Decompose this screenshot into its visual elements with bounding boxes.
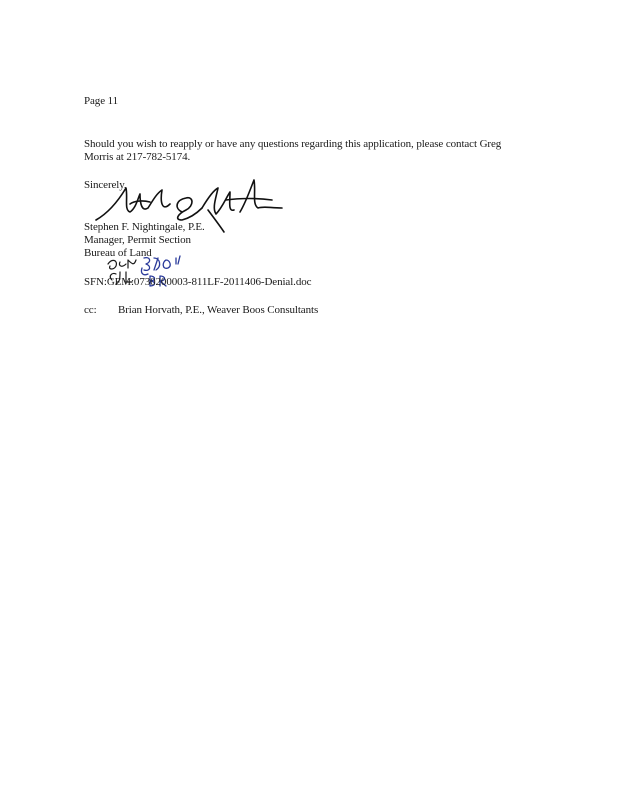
signer-name: Stephen F. Nightingale, P.E. xyxy=(84,221,205,233)
body-line-2: Morris at 217-782-5174. xyxy=(84,151,191,163)
cc-line xyxy=(84,304,318,317)
cc-label: cc: xyxy=(84,304,97,316)
signer-title: Manager, Permit Section xyxy=(84,234,191,246)
file-reference: SFN:GEM:0730200003-811LF-2011406-Denial.doc xyxy=(84,276,312,288)
page-number: Page 11 xyxy=(84,95,119,107)
closing-salutation: Sincerely, xyxy=(84,179,127,191)
signer-bureau: Bureau of Land xyxy=(84,247,152,259)
body-line-1: Should you wish to reapply or have any questions regarding this application, please contact Greg xyxy=(84,138,502,150)
body-paragraph xyxy=(84,138,544,164)
cc-recipient: Brian Horvath, P.E., Weaver Boos Consultants xyxy=(118,304,319,316)
